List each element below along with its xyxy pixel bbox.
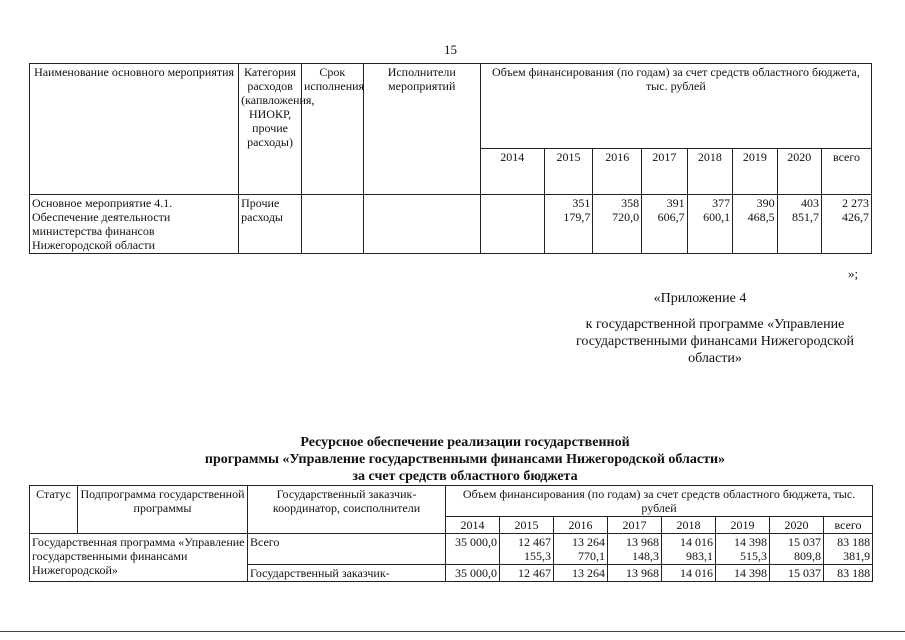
page-bottom-rule [0,631,905,632]
year-header: 2018 [687,148,733,194]
value-cell: 391 606,7 [642,195,688,254]
value-cell: 14 016 [662,565,716,582]
value-cell [480,195,544,254]
value-cell: 403 851,7 [777,195,821,254]
total-header: всего [824,517,873,534]
value-cell: 13 968 [608,565,662,582]
customer-cell: Государственный заказчик- [248,565,446,582]
table-row [30,534,873,565]
header-customer: Государственный заказчик-координатор, соисполнители [248,486,446,534]
value-cell: 14 398 515,3 [716,534,770,565]
header-term: Срок исполнения [301,64,363,195]
appendix-reference: к государственной программе «Управление государственными финансами Нижегородской области» [576,317,854,366]
header-category: Категория расходов (капвложения, НИОКР, прочие расходы) [239,64,302,195]
measure-name-cell: Основное мероприятие 4.1. Обеспечение деятельности министерства финансов Нижегородской области [30,195,239,254]
year-header: 2018 [662,517,716,534]
funding-table-measures [29,63,872,254]
year-header: 2014 [446,517,500,534]
header-status: Статус [30,486,78,534]
page-number: 15 [444,42,457,57]
value-cell: 14 398 [716,565,770,582]
value-cell: 12 467 155,3 [500,534,554,565]
document-title [120,434,810,485]
total-cell: 83 188 [824,565,873,582]
closing-quote-mark: »; [848,266,859,281]
year-header: 2015 [544,148,593,194]
year-header: 2017 [642,148,688,194]
value-cell: 35 000,0 [446,534,500,565]
year-header: 2015 [500,517,554,534]
year-header: 2020 [770,517,824,534]
year-header: 2017 [608,517,662,534]
year-header: 2014 [480,148,544,194]
value-cell: 15 037 [770,565,824,582]
year-header: 2016 [593,148,642,194]
appendix-heading: «Приложение 4 [653,291,747,306]
total-cell: 83 188 381,9 [824,534,873,565]
year-header: 2020 [777,148,821,194]
value-cell: 13 264 [554,565,608,582]
customer-cell: Всего [248,534,446,565]
value-cell: 377 600,1 [687,195,733,254]
header-measure-name: Наименование основного мероприятия [30,64,239,195]
value-cell: 12 467 [500,565,554,582]
year-header: 2016 [554,517,608,534]
year-header: 2019 [716,517,770,534]
value-cell: 14 016 983,1 [662,534,716,565]
executors-cell [363,195,480,254]
total-header: всего [822,148,872,194]
year-header: 2019 [733,148,777,194]
resource-provision-table [29,485,873,582]
title-line: Ресурсное обеспечение реализации государственной [300,435,630,450]
subprogram-cell: Государственная программа «Управление государственными финансами Нижегородской» [30,534,248,582]
value-cell: 351 179,7 [544,195,593,254]
value-cell: 358 720,0 [593,195,642,254]
term-cell [301,195,363,254]
value-cell: 15 037 809,8 [770,534,824,565]
category-cell: Прочие расходы [239,195,302,254]
header-executors: Исполнители мероприятий [363,64,480,195]
header-funding: Объем финансирования (по годам) за счет средств областного бюджета, тыс. рублей [480,64,871,149]
table-row [30,195,872,254]
title-line: за счет средств областного бюджета [352,469,578,484]
value-cell: 390 468,5 [733,195,777,254]
value-cell: 35 000,0 [446,565,500,582]
total-cell: 2 273 426,7 [822,195,872,254]
header-funding: Объем финансирования (по годам) за счет средств областного бюджета, тыс. рублей [446,486,873,517]
value-cell: 13 264 770,1 [554,534,608,565]
title-line: программы «Управление государственными финансами Нижегородской области» [204,452,726,467]
header-subprogram: Подпрограмма государственной программы [78,486,248,534]
value-cell: 13 968 148,3 [608,534,662,565]
